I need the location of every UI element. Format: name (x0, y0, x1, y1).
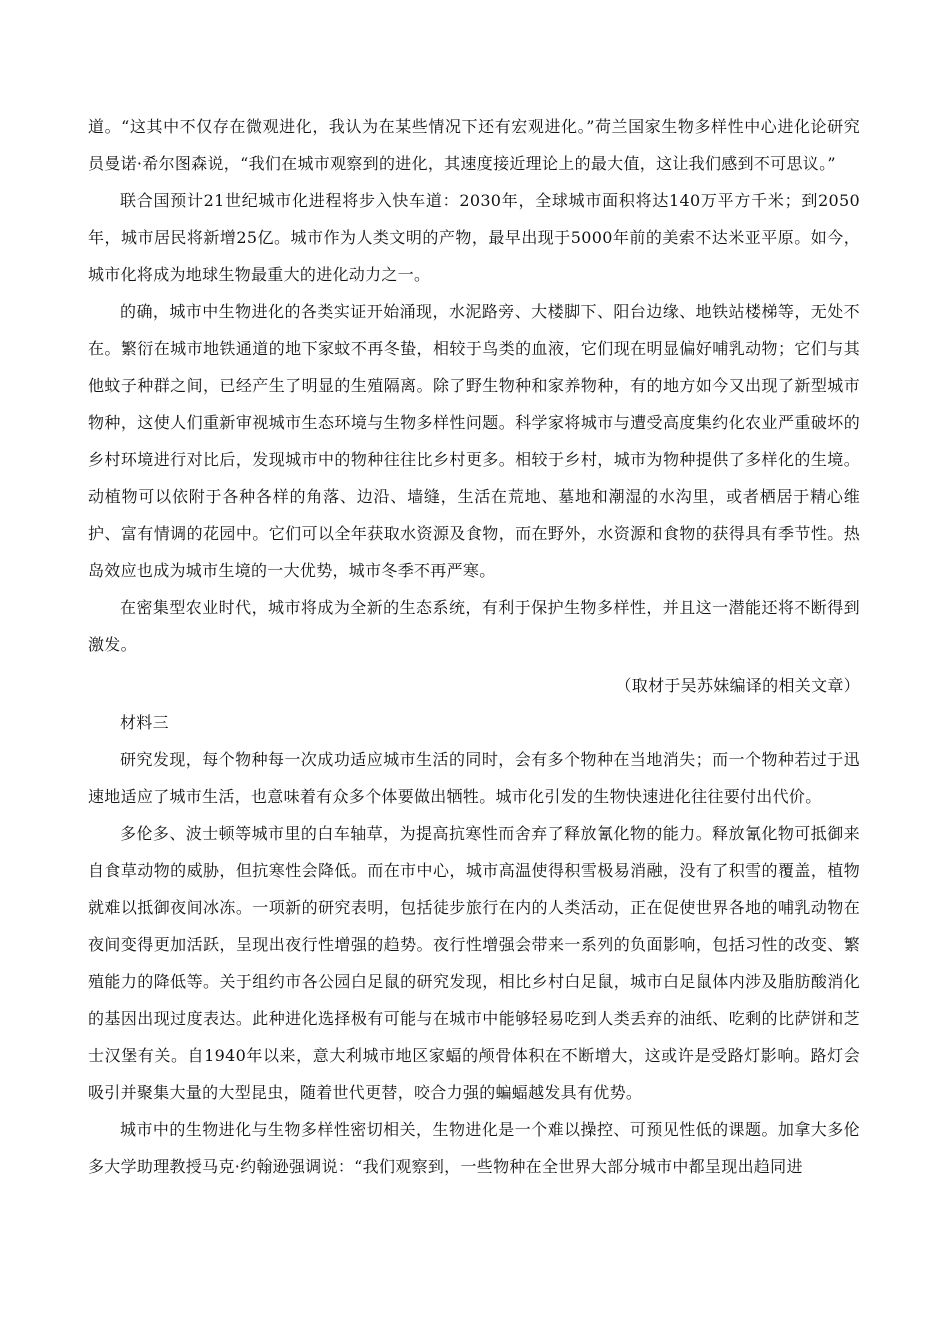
section-heading: 材料三 (120, 713, 169, 732)
document-page (88, 108, 860, 1185)
paragraph-2: 联合国预计21世纪城市化进程将步入快车道：2030年，全球城市面积将达140万平方千米；到2050年，城市居民将新增25亿。城市作为人类文明的产物，最早出现于5000年前的美索不达米亚平原。如今，城市化将成为地球生物最重大的进化动力之一。 (88, 191, 860, 284)
paragraph-5: 研究发现，每个物种每一次成功适应城市生活的同时，会有多个物种在当地消失；而一个物种若过于迅速地适应了城市生活，也意味着有众多个体要做出牺牲。城市化引发的生物快速进化往往要付出代价。 (88, 750, 860, 806)
paragraph-1: 道。“这其中不仅存在微观进化，我认为在某些情况下还有宏观进化。”荷兰国家生物多样性中心进化论研究员曼诺·希尔图森说，“我们在城市观察到的进化，其速度接近理论上的最大值，这让我们感到不可思议。” (88, 117, 860, 173)
paragraph-4: 在密集型农业时代，城市将成为全新的生态系统，有利于保护生物多样性，并且这一潜能还将不断得到激发。 (88, 598, 860, 654)
paragraph-3: 的确，城市中生物进化的各类实证开始涌现，水泥路旁、大楼脚下、阳台边缘、地铁站楼梯等，无处不在。繁衍在城市地铁通道的地下家蚊不再冬蛰，相较于鸟类的血液，它们现在明显偏好哺乳动物；它们与其他蚊子种群之间，已经产生了明显的生殖隔离。除了野生物种和家养物种，有的地方如今又出现了新型城市物种，这使人们重新审视城市生态环境与生物多样性问题。科学家将城市与遭受高度集约化农业严重破坏的乡村环境进行对比后，发现城市中的物种往往比乡村更多。相较于乡村，城市为物种提供了多样化的生境。动植物可以依附于各种各样的角落、边沿、墙缝，生活在荒地、墓地和潮湿的水沟里，或者栖居于精心维护、富有情调的花园中。它们可以全年获取水资源及食物，而在野外，水资源和食物的获得具有季节性。热岛效应也成为城市生境的一大优势，城市冬季不再严寒。 (88, 302, 860, 580)
source-note: （取材于吴苏妹编译的相关文章） (615, 676, 860, 695)
paragraph-7: 城市中的生物进化与生物多样性密切相关，生物进化是一个难以操控、可预见性低的课题。加拿大多伦多大学助理教授马克·约翰逊强调说：“我们观察到，一些物种在全世界大部分城市中都呈现出趋同进 (88, 1120, 860, 1176)
paragraph-6: 多伦多、波士顿等城市里的白车轴草，为提高抗寒性而舍弃了释放氰化物的能力。释放氰化物可抵御来自食草动物的威胁，但抗寒性会降低。而在市中心，城市高温使得积雪极易消融，没有了积雪的覆盖，植物就难以抵御夜间冰冻。一项新的研究表明，包括徒步旅行在内的人类活动，正在促使世界各地的哺乳动物在夜间变得更加活跃，呈现出夜行性增强的趋势。夜行性增强会带来一系列的负面影响，包括习性的改变、繁殖能力的降低等。关于组约市各公园白足鼠的研究发现，相比乡村白足鼠，城市白足鼠体内涉及脂肪酸消化的基因出现过度表达。此种进化选择极有可能与在城市中能够轻易吃到人类丢弃的油纸、吃剩的比萨饼和芝士汉堡有关。自1940年以来，意大利城市地区家蝠的颅骨体积在不断增大，这或许是受路灯影响。路灯会吸引并聚集大量的大型昆虫，随着世代更替，咬合力强的蝙蝠越发具有优势。 (88, 824, 860, 1102)
